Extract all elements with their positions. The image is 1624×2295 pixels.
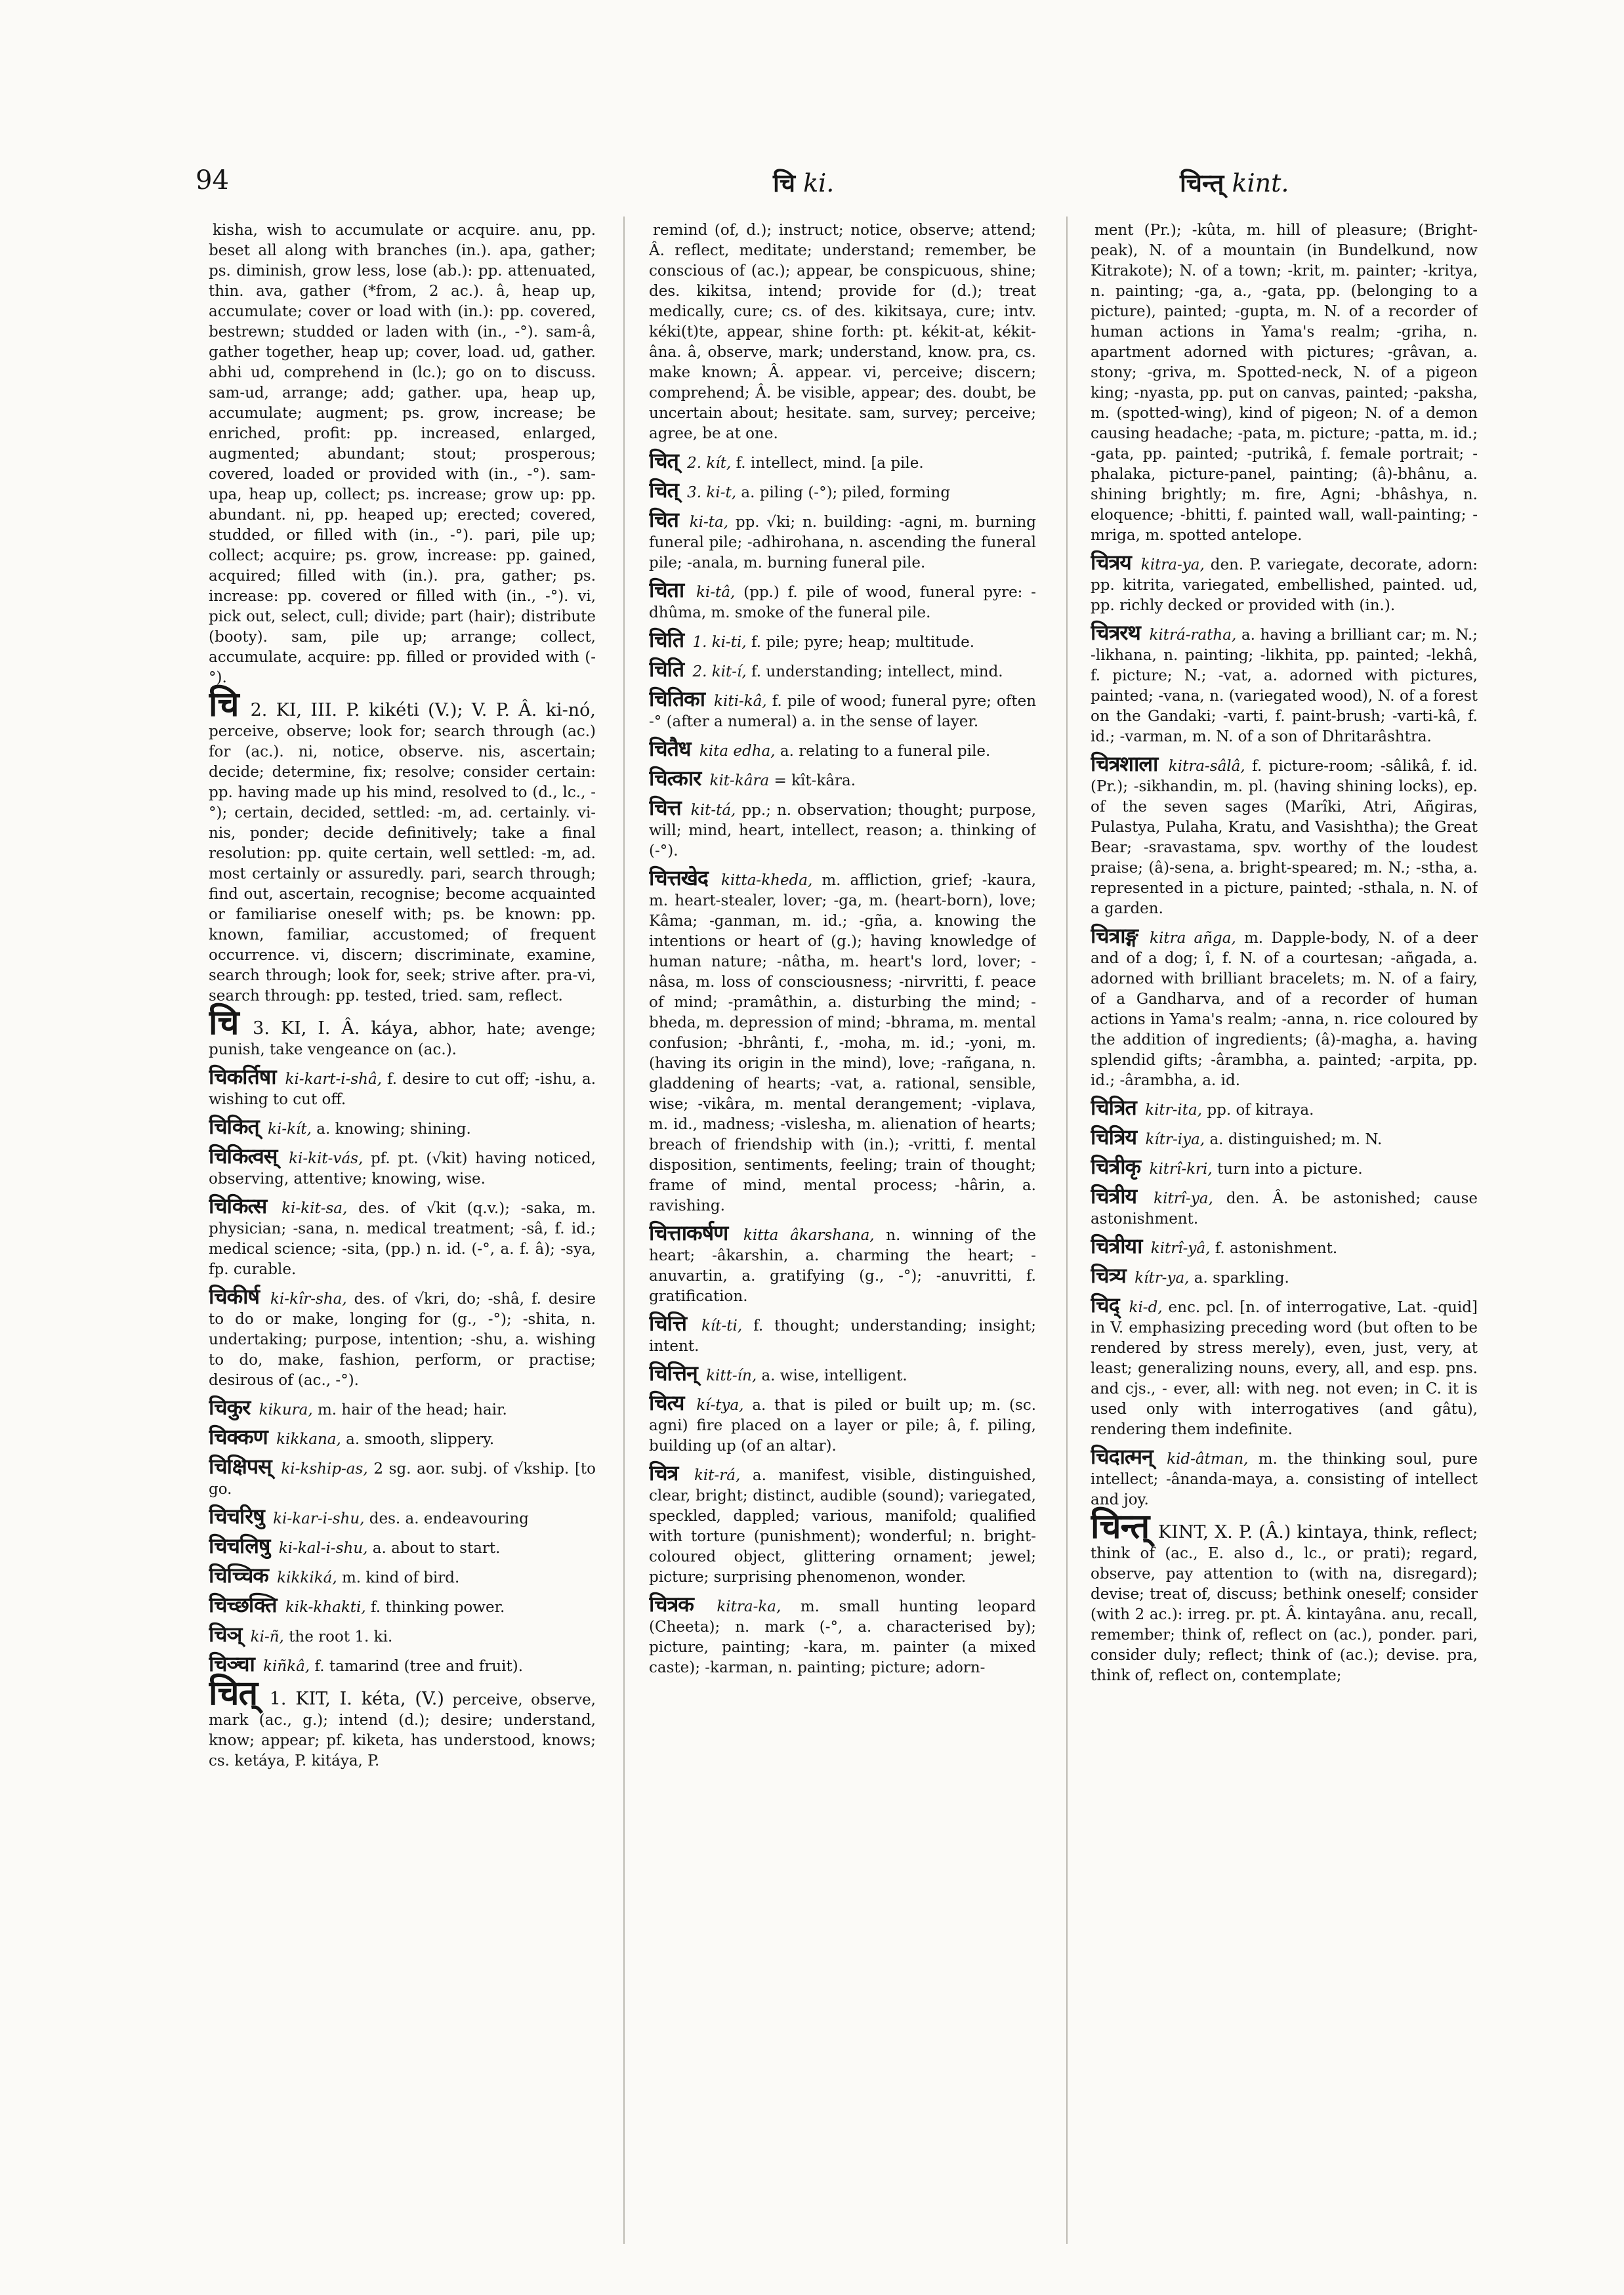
entry-definition: pp.; n. observation; thought; purpose, will; mind, heart, intellect, reason; a. thinking of (-°). [649, 802, 1036, 859]
dictionary-entry [649, 577, 1036, 623]
entry-headword: चित् [649, 448, 678, 473]
entry-definition: m. Dapple-body, N. of a deer and of a dog; î, f. N. of a courtesan; -añgada, a. adorned with brilliant bracelets; m. N. of a fairy, of a Gandharva, and of a recorder of human actions in Yama's realm; -anna, n. rice coloured by the addition of ingredients; (â)-magha, a. having splendid gifts; -ârambha, a. painted; -arpita, pp. id.; -ârambha, a. id. [1091, 930, 1478, 1089]
entry-transliteration: 2. KI, III. P. kikéti (V.); V. P. Â. ki-nó, [250, 700, 596, 720]
entry-headword: चिक्कण [209, 1424, 268, 1449]
entry-definition: f. tamarind (tree and fruit). [314, 1658, 524, 1675]
entry-headword: चित्तखेद [649, 865, 708, 890]
entry-transliteration: kítr-iya, [1145, 1131, 1205, 1148]
entry-transliteration: kitta âkarshana, [743, 1227, 875, 1244]
entry-definition: think, reflect; think of (ac., E. also d., lc., or prati); regard, observe, pay attention to (with na, disregard); devise; treat of, discuss; bethink oneself; consider (with 2 ac.): irreg. pr. pt. Â. kintayâna. anu, recall, remember; think of, reflect on (ac.), ponder. pari, consider duly; reflect; think of (ac.); devise. pra, think of, reflect on, contemplate; [1091, 1525, 1478, 1684]
entry-headword: चिकर्तिषा [209, 1064, 276, 1089]
entry-transliteration: kiti-kâ, [714, 693, 767, 710]
dictionary-entry [209, 218, 596, 688]
dictionary-entry [209, 1114, 596, 1140]
entry-headword: चित्र [649, 1460, 678, 1485]
dictionary-entry [1091, 1233, 1478, 1259]
entry-headword: चित्रीया [1091, 1233, 1142, 1258]
entry-transliteration: kit-rá, [694, 1467, 741, 1484]
entry-headword: चिच्चिक [209, 1563, 268, 1588]
dictionary-entry [209, 1506, 596, 1529]
entry-definition: f. pile; pyre; heap; multitude. [751, 634, 975, 651]
running-head-center [773, 165, 834, 199]
entry-transliteration: 3. KI, I. Â. káya, [253, 1018, 419, 1039]
entry-definition: a. knowing; shining. [316, 1121, 471, 1138]
dictionary-entry [1091, 1507, 1478, 1686]
entry-transliteration: kítr-ya, [1135, 1270, 1190, 1287]
entry-definition: des. a. endeavouring [369, 1510, 529, 1527]
dictionary-column-2 [649, 218, 1036, 2252]
entry-definition: the root 1. ki. [289, 1628, 393, 1645]
page-header [196, 163, 1480, 205]
entry-definition: m. small hunting leopard (Cheeta); n. mark (-°, a. characterised by); picture, painting; -kara, m. painter (a mixed caste); -karman, n. painting; picture; adorn- [649, 1598, 1036, 1676]
dictionary-column-3 [1091, 218, 1478, 2252]
entry-headword: चित्ररथ [1091, 620, 1140, 645]
entry-transliteration: 1. ki-ti, [692, 634, 747, 651]
dictionary-entry [209, 1592, 596, 1618]
entry-headword: चित्राङ्ग [1091, 923, 1138, 948]
entry-transliteration: kitrî-kri, [1149, 1161, 1213, 1178]
dictionary-entry [1091, 1186, 1478, 1230]
dictionary-entry [1091, 218, 1478, 546]
entry-transliteration: ki-kîr-sha, [270, 1291, 347, 1308]
entry-transliteration: kikkiká, [277, 1569, 337, 1586]
column-divider [623, 217, 625, 2244]
entry-headword: चिदात्मन् [1091, 1444, 1153, 1469]
entry-headword: चिद् [1091, 1292, 1119, 1317]
entry-headword: चित्रित [1091, 1095, 1136, 1120]
entry-headword: चित्रिय [1091, 1125, 1137, 1149]
entry-definition: f. thought; understanding; insight; intent. [649, 1317, 1036, 1355]
entry-headword: चित्ति [649, 1311, 687, 1336]
entry-headword: चित्य [649, 1390, 684, 1415]
entry-transliteration: ki-tâ, [696, 584, 736, 601]
entry-definition: a. about to start. [372, 1540, 501, 1557]
dictionary-entry [649, 627, 1036, 653]
entry-headword: चित् [649, 478, 678, 503]
entry-definition: a. distinguished; m. N. [1209, 1131, 1383, 1148]
entry-transliteration: 2. kit-í, [692, 663, 747, 680]
entry-transliteration: kitt-ín, [706, 1367, 757, 1384]
dictionary-entry [649, 1390, 1036, 1457]
entry-headword: चिञ्चा [209, 1651, 255, 1676]
entry-definition: f. astonishment. [1215, 1240, 1338, 1257]
entry-transliteration: 1. KIT, I. kéta, (V.) [269, 1689, 444, 1709]
dictionary-entry [649, 448, 1036, 474]
entry-transliteration: kít-ti, [701, 1317, 743, 1334]
dictionary-entry [209, 685, 596, 1006]
dictionary-entry [649, 507, 1036, 573]
running-head-right-devanagari: चिन्त् [1180, 169, 1224, 197]
entry-headword: चिच्छक्ति [209, 1592, 277, 1617]
dictionary-entry [209, 1193, 596, 1280]
entry-definition: a. having a brilliant car; m. N.; -likhana, n. painting; -likhita, pp. painted; -lekhâ, f. picture; N.; -vat, a. adorned with pictures, painted; -vana, n. (variegated wood), N. of a forest on the Gandaki; -varti, f. paint-brush; -varti-kâ, f. id.; -varman, m. N. of a son of Dhritarâshtra. [1091, 627, 1478, 745]
entry-definition: a. manifest, visible, distinguished, clear, bright; distinct, audible (sound); variegated, speckled, dappled; various, manifold; qualified with torture (punishment); wonderful; n. bright-coloured object, glittering ornament; jewel; picture; surprising phenomenon, wonder. [649, 1467, 1036, 1586]
entry-definition: perceive, observe; look for; search through (ac.) for (ac.). ni, notice, observe. nis, ascertain; decide; determine, fix; resolve; consider certain: pp. having made up his mind, resolved to (d., lc., -°); certain, decided, settled: -m, ad. certainly. vi-nis, ponder; decide definitively; take a final resolution: pp. quite certain, well settled: -m, ad. most certainly or assuredly. pari, search through; find out, ascertain, recognise; become acquainted or familiarise oneself with; ps. be known: pp. known, familiar, accustomed; of frequent occurrence. vi, discern; discriminate, examine, search through; look for, seek; strive after. pra-vi, search through: pp. tested, tried. sam, reflect. [209, 723, 596, 1004]
running-head-right-transliteration: kint. [1232, 169, 1289, 197]
entry-definition: m. hair of the head; hair. [317, 1401, 507, 1418]
dictionary-column-1 [209, 218, 596, 2252]
entry-headword: चिकित्स [209, 1193, 267, 1218]
dictionary-entry [209, 1651, 596, 1677]
entry-definition: des. of √kri, do; -shâ, f. desire to do or make, longing for (g., -°); -shita, n. undertaking; purpose, intention; -shu, a. wishing to do, make, fashion, perform, or practise; desirous of (ac., -°). [209, 1291, 596, 1389]
dictionary-entry [1091, 923, 1478, 1091]
entry-transliteration: kit-kâra [709, 772, 770, 789]
entry-headword: चिकित् [209, 1114, 259, 1139]
entry-transliteration: 3. ki-t, [687, 484, 737, 501]
dictionary-entry [209, 1146, 596, 1189]
entry-headword: चिति [649, 627, 684, 652]
entry-headword: चिकित्वस् [209, 1144, 278, 1168]
entry-definition: (pp.) f. pile of wood, funeral pyre: -dhûma, m. smoke of the funeral pile. [649, 584, 1036, 621]
entry-definition: pf. pt. (√kit) having noticed, observing, attentive; knowing, wise. [209, 1150, 596, 1188]
dictionary-entry [209, 1397, 596, 1420]
dictionary-entry [649, 686, 1036, 732]
entry-transliteration: kikura, [259, 1401, 313, 1418]
dictionary-entry [649, 218, 1036, 444]
entry-transliteration: kitra añga, [1150, 930, 1236, 947]
entry-definition: a. that is piled or built up; m. (sc. agni) fire placed on a layer or pile; â, f. piling, building up (of an altar). [649, 1397, 1036, 1455]
dictionary-entry [1091, 1095, 1478, 1121]
dictionary-entry [1091, 1127, 1478, 1150]
entry-definition: ment (Pr.); -kûta, m. hill of pleasure; (Bright-peak), N. of a mountain (in Bundelkund, now Kitrakote); N. of a town; -krit, m. painter; -kritya, n. painting; -ga, a., -gata, pp. (belonging to a picture), painted; -gupta, m. N. of a recorder of human actions in Yama's realm; -griha, n. apartment adorned with pictures; -grâvan, a. stony; -griva, m. Spotted-neck, N. of a pigeon king; -nyasta, pp. put on canvas, painted; -paksha, m. (spotted-wing), kind of pigeon; N. of a demon causing headache; -pata, m. picture; -patta, m. id.; -gata, pp. painted; -putrikâ, f. female portrait; -phalaka, picture-panel, painting; (â)-bhânu, a. shining brightly; m. fire, Agni; -bhâshya, n. eloquence; -bhitti, f. painted wall, wall-painting; -mriga, m. spotted antelope. [1091, 222, 1478, 544]
dictionary-entry [209, 1064, 596, 1110]
dictionary-entry [649, 1594, 1036, 1678]
entry-definition: a. relating to a funeral pile. [780, 743, 991, 760]
dictionary-entry [209, 1284, 596, 1391]
dictionary-entry [1091, 552, 1478, 616]
dictionary-entry [209, 1533, 596, 1559]
entry-transliteration: KINT, X. P. (Â.) kintaya, [1157, 1522, 1369, 1542]
entry-definition: remind (of, d.); instruct; notice, observe; attend; Â. reflect, meditate; understand; remember, be conscious of (ac.); appear, be conspicuous, shine; des. kikitsa, intend; provide for (d.); treat medically, cure; cs. of des. kikitsaya, cure; intv. kéki(t)te, appear, shine forth: pt. kékit-at, kékit-âna. â, observe, mark; understand, know. pra, cs. make known; Â. appear. vi, perceive; discern; comprehend; Â. be visible, appear; des. doubt, be uncertain about; hesitate. sam, survey; perceive; agree, be at one. [649, 222, 1036, 442]
entry-transliteration: kitr-ita, [1145, 1102, 1203, 1119]
entry-definition: a. piling (-°); piled, forming [741, 484, 951, 501]
entry-headword: चिचरिषु [209, 1504, 264, 1529]
dictionary-entry [649, 865, 1036, 1216]
entry-headword: चित्तिन् [649, 1361, 697, 1386]
entry-transliteration: ki-kal-i-shu, [278, 1540, 368, 1557]
dictionary-entry [209, 1454, 596, 1500]
entry-headword: चि [209, 1003, 239, 1043]
entry-definition: den. P. variegate, decorate, adorn: pp. kitrita, variegated, embellished, painted. ud, pp. richly decked or provided with (in.). [1091, 556, 1478, 614]
entry-headword: चित्र्य [1091, 1263, 1126, 1288]
dictionary-entry [209, 1565, 596, 1588]
entry-definition: f. desire to cut off; -ishu, a. wishing to cut off. [209, 1071, 596, 1108]
dictionary-entry [209, 1674, 596, 1771]
dictionary-entry [649, 480, 1036, 503]
entry-headword: चिकीर्ष [209, 1284, 259, 1309]
entry-definition: a. sparkling. [1194, 1270, 1289, 1287]
dictionary-entry [209, 1003, 596, 1060]
entry-definition: = kît-kâra. [774, 772, 856, 789]
entry-headword: चिकुर [209, 1395, 251, 1420]
entry-headword: चित्रीकृ [1091, 1154, 1141, 1179]
entry-headword: चिति [649, 657, 684, 682]
entry-headword: चितैध [649, 736, 691, 761]
entry-transliteration: kitrá-ratha, [1149, 627, 1237, 644]
entry-definition: perceive, observe, mark (ac., g.); intend (d.); desire; understand, know; appear; pf. kiketa, has understood, knows; cs. ketáya, P. kitáya, P. [209, 1691, 596, 1769]
entry-definition: m. kind of bird. [341, 1569, 460, 1586]
entry-transliteration: kitra-sâlâ, [1168, 758, 1245, 775]
entry-headword: चित्कार [649, 766, 701, 791]
entry-definition: f. thinking power. [371, 1599, 505, 1616]
entry-headword: चितिका [649, 686, 705, 711]
entry-headword: चिक्षिपस् [209, 1454, 272, 1479]
entry-transliteration: kitta-kheda, [720, 872, 813, 889]
dictionary-entry [209, 1624, 596, 1647]
entry-transliteration: kí-tya, [696, 1397, 744, 1414]
entry-transliteration: ki-kit-vás, [289, 1150, 364, 1167]
entry-headword: चित्रशाला [1091, 751, 1158, 776]
entry-definition: f. pile of wood; funeral pyre; often -° (after a numeral) a. in the sense of layer. [649, 693, 1036, 730]
column-divider [1066, 217, 1068, 2244]
entry-transliteration: ki-ta, [689, 514, 729, 531]
dictionary-entry [1091, 1263, 1478, 1289]
entry-definition: m. affliction, grief; -kaura, m. heart-stealer, lover; -ga, m. (heart-born), love; Kâma; -ganman, m. id.; -gña, a. knowing the intentions or heart of (g.); having knowledge of human nature; -nâtha, m. heart's lord, lover; -nâsa, m. loss of consciousness; -nirvritti, f. peace of mind; -pramâthin, a. disturbing the mind; -bheda, m. depression of mind; -bhrama, m. mental confusion; -bhrânti, f., -moha, m. id.; -yoni, m. (having its origin in the mind), love; -rañgana, n. gladdening of hearts; -vat, a. rational, sensible, wise; -vikâra, m. mental derangement; -viplava, m. id., madness; -vislesha, m. alienation of hearts; breach of friendship with (in.); -vritti, f. mental disposition, sentiments, feeling; train of thought; frame of mind, mental process; -hârin, a. ravishing. [649, 872, 1036, 1214]
entry-transliteration: kitra-ya, [1140, 556, 1205, 573]
entry-transliteration: kita edha, [699, 743, 776, 760]
entry-headword: चित्रय [1091, 550, 1131, 575]
dictionary-entry [649, 736, 1036, 762]
entry-definition: f. intellect, mind. [a pile. [736, 455, 924, 472]
entry-transliteration: kikkana, [276, 1431, 341, 1448]
entry-headword: चित्रीय [1091, 1184, 1137, 1209]
entry-headword: चित [649, 507, 678, 532]
entry-transliteration: ki-kar-i-shu, [273, 1510, 365, 1527]
entry-definition: a. smooth, slippery. [346, 1431, 495, 1448]
entry-definition: n. winning of the heart; -âkarshin, a. charming the heart; -anuvartin, a. gratifying (g., -°); -anuvritti, f. gratification. [649, 1227, 1036, 1305]
entry-transliteration: 2. kít, [687, 455, 732, 472]
entry-headword: चिन्त् [1091, 1507, 1150, 1546]
entry-definition: turn into a picture. [1217, 1161, 1363, 1178]
page-number: 94 [196, 165, 229, 196]
entry-headword: चित्ताकर्षण [649, 1220, 728, 1245]
dictionary-entry [649, 1363, 1036, 1386]
dictionary-entry [649, 1313, 1036, 1357]
entry-definition: pp. of kitraya. [1207, 1102, 1314, 1119]
dictionary-entry [649, 768, 1036, 791]
entry-headword: चि [209, 685, 239, 724]
entry-definition: pp. √ki; n. building: -agni, m. burning funeral pile; -adhirohana, n. ascending the funeral pile; -anala, m. burning funeral pile. [649, 514, 1036, 571]
dictionary-entry [649, 1220, 1036, 1307]
entry-transliteration: kit-tá, [690, 802, 736, 819]
entry-definition: f. picture-room; -sâlikâ, f. id. (Pr.); -sikhandin, m. pl. (having shining locks), ep. of the seven sages (Marîki, Atri, Añgiras, Pulastya, Pulaha, Kratu, and Vasishtha); the Great Bear; -sravastama, spv. worthy of the loudest praise; (â)-sena, a. bright-speared; m. N.; -stha, a. represented in a picture, painted; -sthala, n. N. of a garden. [1091, 758, 1478, 917]
entry-transliteration: kiñkâ, [263, 1658, 310, 1675]
running-head-center-transliteration: ki. [803, 169, 835, 197]
entry-definition: kisha, wish to accumulate or acquire. anu, pp. beset all along with branches (in.). apa, gather; ps. diminish, grow less, lose (ab.): pp. attenuated, thin. ava, gather (*from, 2 ac.). â, heap up, accumulate; cover or load with (in.): pp. covered, bestrewn; studded or laden with (in., -°). sam-â, gather together, heap up; cover, load. ud, gather. abhi ud, comprehend in (lc.); go on to discuss. sam-ud, arrange; add; gather. upa, heap up, accumulate; augment; ps. grow, increase; be enriched, profit: pp. increased, enlarged, augmented; abundant; stout; prosperous; covered, loaded or provided with (in., -°). sam-upa, heap up, collect; ps. increase; grow up: pp. abundant. ni, pp. heaped up; erected; covered, studded, or filled with (in., -°). pari, pile up; collect; acquire; ps. grow, increase: pp. gained, acquired; filled with (in.). pra, gather; ps. increase: pp. covered or filled with (in., -°). vi, pick out, select, cull; divide; part (hair); distribute (booty). sam, pile up; arrange; collect, accumulate, acquire: pp. filled or provided with (-°). [209, 222, 596, 686]
entry-definition: abhor, hate; avenge; punish, take vengeance on (ac.). [209, 1021, 596, 1058]
entry-headword: चिचलिषु [209, 1533, 270, 1558]
entry-transliteration: ki-kship-as, [281, 1460, 368, 1478]
dictionary-entry [1091, 1444, 1478, 1510]
entry-transliteration: kitrî-yâ, [1150, 1240, 1211, 1257]
entry-definition: m. the thinking soul, pure intellect; -ânanda-maya, a. consisting of intellect and joy. [1091, 1451, 1478, 1508]
entry-definition: des. of √kit (q.v.); -saka, m. physician; -sana, n. medical treatment; -sâ, f. id.; medical science; -sita, (pp.) n. id. (-°, a. f. â); -sya, fp. curable. [209, 1200, 596, 1278]
entry-definition: enc. pcl. [n. of interrogative, Lat. -quid] in V. emphasizing preceding word (but often to be rendered by stress merely), even, just, very, at least; generalizing nouns, every, all, and esp. pns. and cjs., - ever, all: with neg. not even; in C. it is used only with interrogatives (and gâtu), rendering them indefinite. [1091, 1299, 1478, 1438]
dictionary-entry [649, 659, 1036, 682]
entry-headword: चिञ् [209, 1622, 242, 1647]
entry-transliteration: kid-âtman, [1167, 1451, 1249, 1468]
entry-headword: चित्रक [649, 1592, 694, 1617]
entry-headword: चित्त [649, 795, 681, 820]
entry-transliteration: ki-kít, [268, 1121, 312, 1138]
dictionary-entry [1091, 1292, 1478, 1440]
dictionary-entry [649, 1460, 1036, 1588]
running-head-center-devanagari: चि [773, 169, 795, 197]
entry-headword: चित् [209, 1674, 258, 1713]
running-head-right [1180, 165, 1289, 199]
dictionary-entry [649, 795, 1036, 861]
dictionary-entry [1091, 1154, 1478, 1180]
entry-transliteration: ki-kart-i-shâ, [285, 1071, 383, 1088]
entry-transliteration: ki-ñ, [250, 1628, 284, 1645]
dictionary-entry [1091, 620, 1478, 747]
entry-definition: f. understanding; intellect, mind. [751, 663, 1003, 680]
entry-transliteration: kitrî-ya, [1154, 1190, 1213, 1207]
entry-transliteration: kitra-ka, [717, 1598, 781, 1615]
entry-transliteration: ki-d, [1129, 1299, 1163, 1316]
dictionary-entry [1091, 751, 1478, 919]
entry-definition: den. Â. be astonished; cause astonishment. [1091, 1190, 1478, 1228]
entry-transliteration: kik-khakti, [285, 1599, 366, 1616]
entry-definition: 2 sg. aor. subj. of √kship. [to go. [209, 1460, 596, 1498]
dictionary-entry [209, 1424, 596, 1450]
entry-definition: a. wise, intelligent. [761, 1367, 907, 1384]
entry-headword: चिता [649, 577, 684, 602]
entry-transliteration: ki-kit-sa, [281, 1200, 348, 1217]
